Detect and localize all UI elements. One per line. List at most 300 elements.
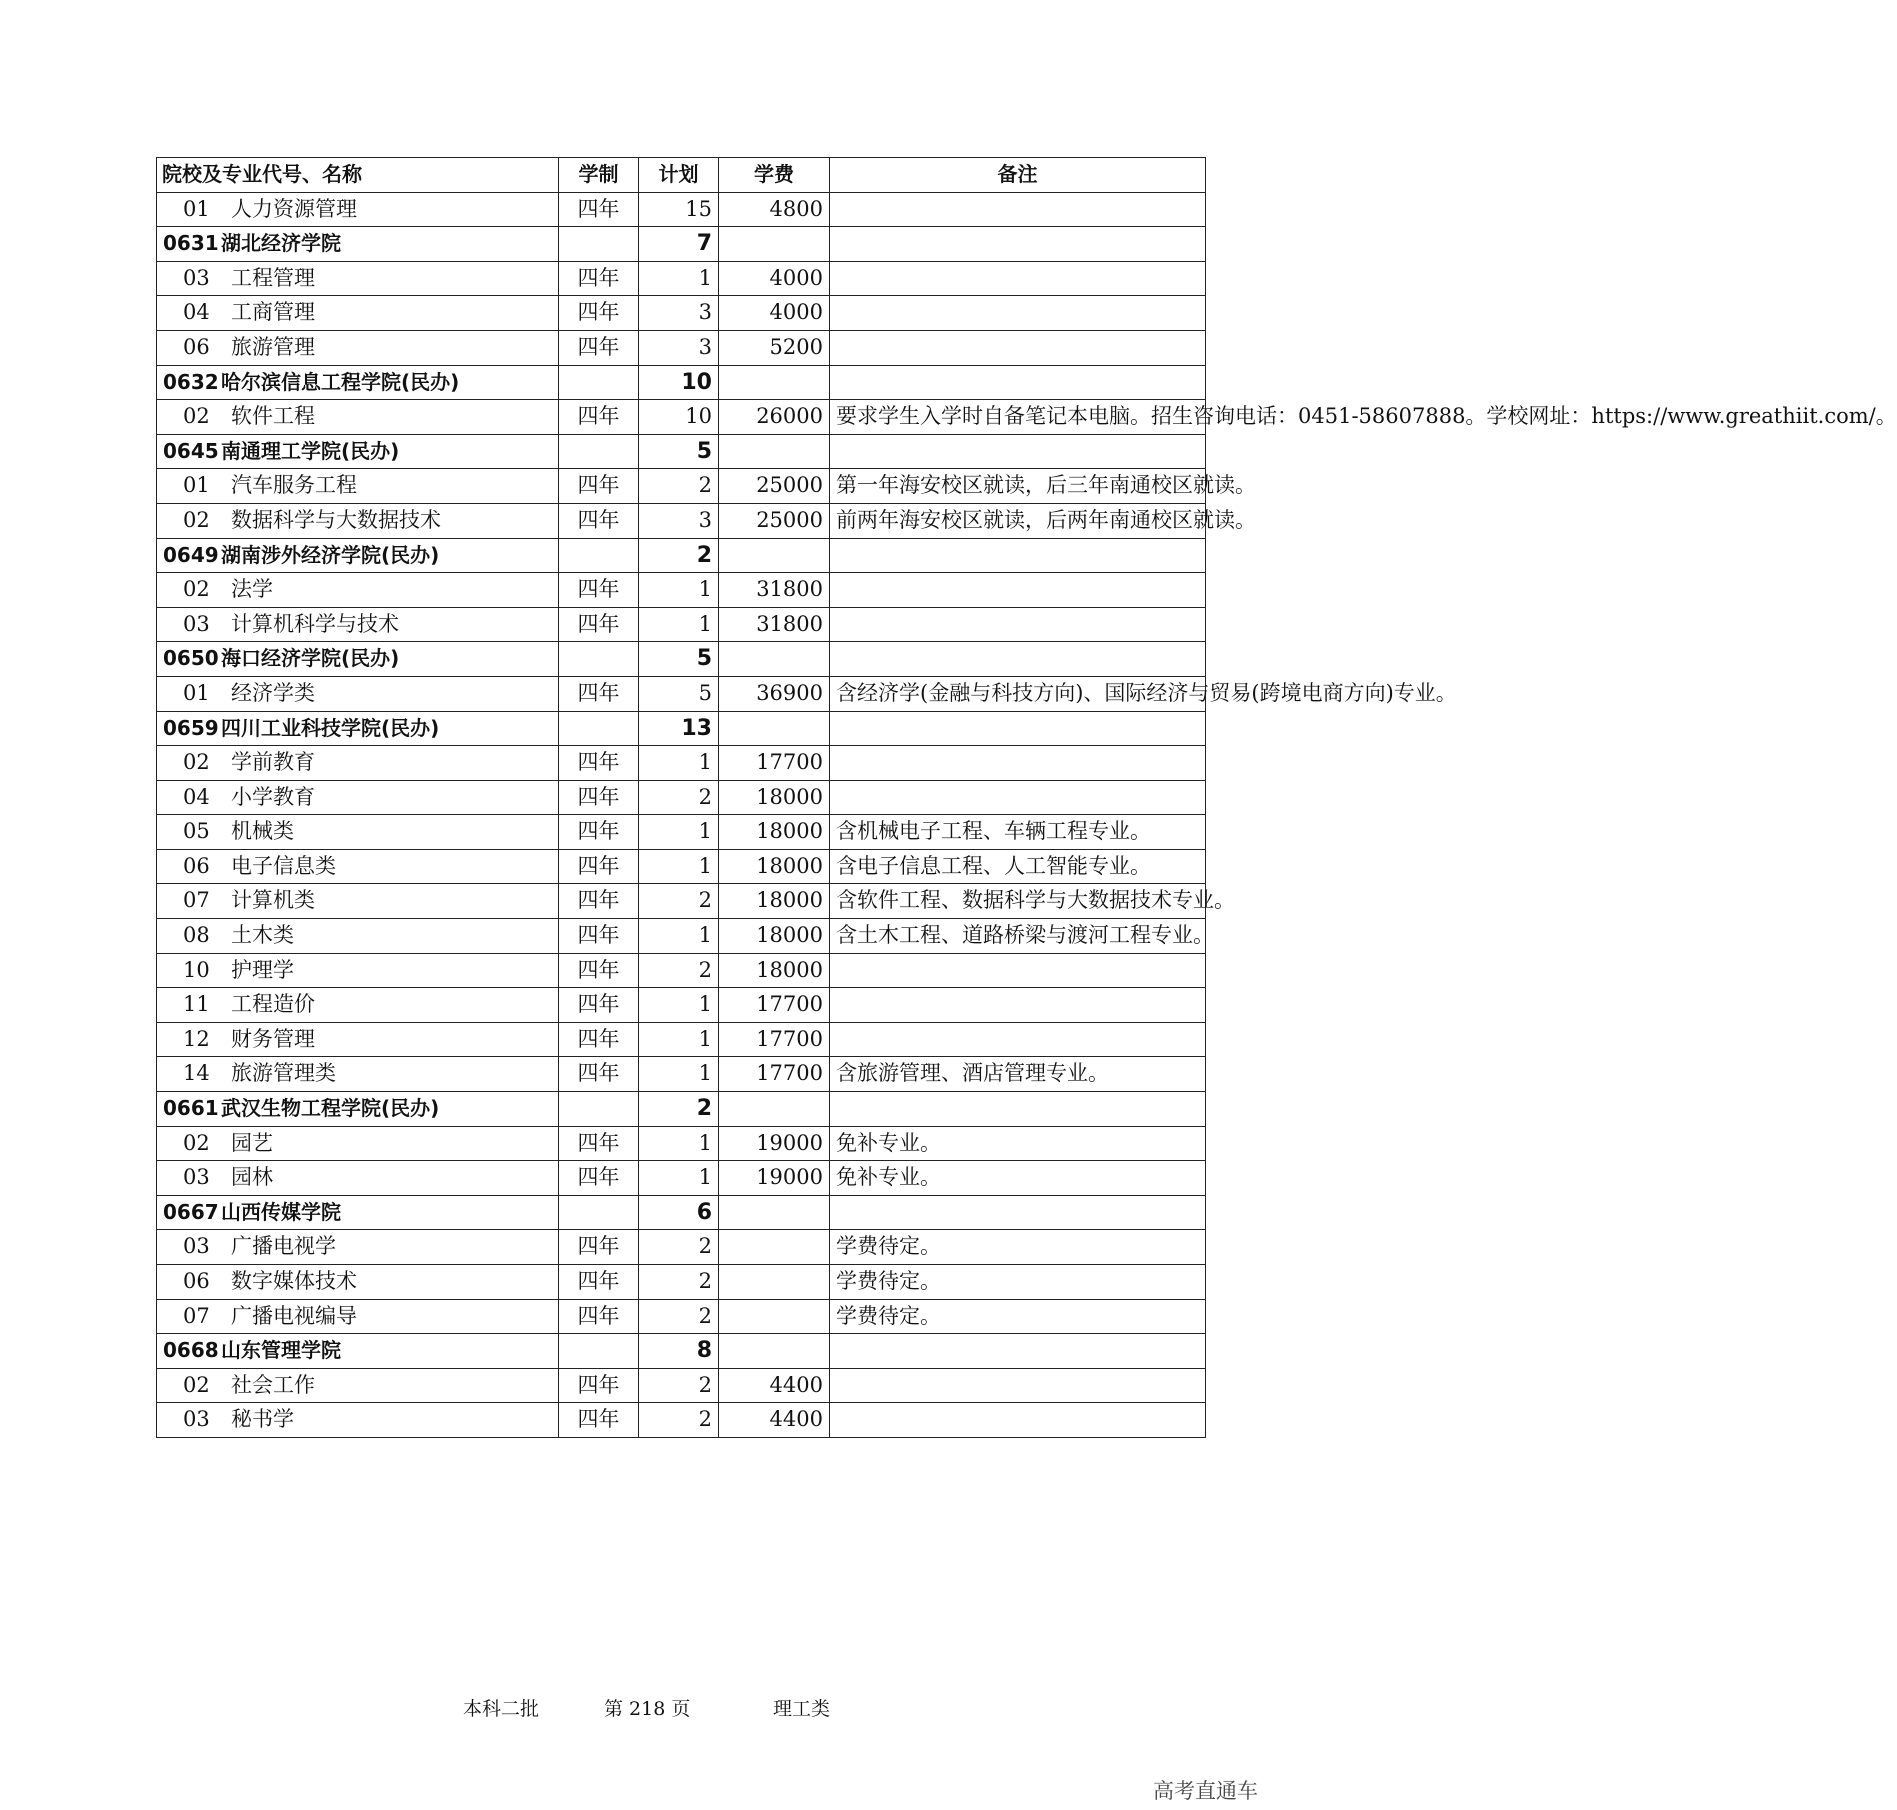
major-code: 06	[183, 1269, 210, 1293]
major-fee: 17700	[719, 988, 830, 1023]
footer-category: 理工类	[773, 1698, 831, 1720]
school-length-cell	[559, 1195, 639, 1230]
major-fee: 17700	[719, 1057, 830, 1092]
major-name: 旅游管理类	[231, 1061, 336, 1086]
major-length: 四年	[559, 1403, 639, 1438]
footer-page-number: 第 218 页	[604, 1698, 691, 1720]
major-code: 04	[183, 300, 210, 325]
major-name-cell	[157, 746, 559, 781]
major-name-cell	[157, 1403, 559, 1438]
major-code: 03	[183, 265, 210, 290]
major-note	[830, 296, 1206, 331]
major-plan: 3	[639, 330, 719, 365]
header-name: 院校及专业代号、名称	[157, 158, 559, 193]
major-name-cell	[157, 1368, 559, 1403]
major-note: 免补专业。	[830, 1161, 1206, 1196]
school-name-cell	[157, 1092, 559, 1127]
major-plan: 1	[639, 815, 719, 850]
major-name-cell	[157, 953, 559, 988]
school-length-cell	[559, 227, 639, 262]
major-name: 学前教育	[231, 750, 315, 775]
school-row	[157, 434, 1206, 469]
major-fee	[719, 1299, 830, 1334]
major-row	[157, 607, 1206, 642]
major-plan: 2	[639, 469, 719, 504]
school-name: 山东管理学院	[221, 1338, 341, 1363]
major-code: 12	[183, 1026, 210, 1051]
major-row	[157, 953, 1206, 988]
school-fee-cell	[719, 711, 830, 746]
major-name-cell	[157, 988, 559, 1023]
major-length: 四年	[559, 1265, 639, 1300]
major-code: 03	[183, 1234, 210, 1259]
major-note	[830, 261, 1206, 296]
major-row	[157, 261, 1206, 296]
watermark: 高考直通车	[1153, 1779, 1258, 1803]
major-length: 四年	[559, 261, 639, 296]
major-row	[157, 1161, 1206, 1196]
school-length-cell	[559, 1334, 639, 1369]
major-name: 数据科学与大数据技术	[231, 507, 441, 532]
school-code: 0667	[163, 1199, 219, 1224]
school-name-cell	[157, 365, 559, 400]
school-length-cell	[559, 538, 639, 573]
major-note	[830, 1022, 1206, 1057]
major-length: 四年	[559, 1299, 639, 1334]
major-length: 四年	[559, 330, 639, 365]
major-name: 计算机科学与技术	[231, 611, 399, 636]
school-row	[157, 365, 1206, 400]
major-name-cell	[157, 780, 559, 815]
major-code: 07	[183, 888, 210, 913]
school-fee-cell	[719, 365, 830, 400]
major-row	[157, 676, 1206, 711]
major-length: 四年	[559, 919, 639, 954]
major-name: 土木类	[231, 923, 294, 948]
major-fee	[719, 1265, 830, 1300]
major-note: 学费待定。	[830, 1265, 1206, 1300]
school-code: 0668	[163, 1338, 219, 1363]
major-name-cell	[157, 1299, 559, 1334]
major-name-cell	[157, 1057, 559, 1092]
major-row	[157, 849, 1206, 884]
major-row	[157, 988, 1206, 1023]
major-name-cell	[157, 676, 559, 711]
major-plan: 1	[639, 607, 719, 642]
major-note: 第一年海安校区就读，后三年南通校区就读。	[830, 469, 1206, 504]
major-length: 四年	[559, 1057, 639, 1092]
major-name: 小学教育	[231, 784, 315, 809]
major-name-cell	[157, 607, 559, 642]
major-row	[157, 503, 1206, 538]
major-code: 06	[183, 853, 210, 878]
major-row	[157, 330, 1206, 365]
major-length: 四年	[559, 1161, 639, 1196]
major-row	[157, 1299, 1206, 1334]
school-name: 湖北经济学院	[221, 231, 341, 256]
school-fee-cell	[719, 642, 830, 677]
school-plan: 8	[639, 1334, 719, 1369]
school-name: 海口经济学院(民办)	[221, 646, 400, 671]
school-code: 0632	[163, 369, 219, 394]
school-plan: 10	[639, 365, 719, 400]
school-name-cell	[157, 434, 559, 469]
major-name: 电子信息类	[231, 853, 336, 878]
major-name-cell	[157, 573, 559, 608]
school-row	[157, 227, 1206, 262]
major-name: 广播电视学	[231, 1234, 336, 1259]
major-plan: 1	[639, 849, 719, 884]
major-row	[157, 400, 1206, 435]
major-fee: 18000	[719, 780, 830, 815]
major-code: 07	[183, 1303, 210, 1328]
school-note-cell	[830, 227, 1206, 262]
major-name: 旅游管理	[231, 334, 315, 359]
major-plan: 2	[639, 953, 719, 988]
major-note: 学费待定。	[830, 1230, 1206, 1265]
major-note: 含旅游管理、酒店管理专业。	[830, 1057, 1206, 1092]
major-code: 06	[183, 334, 210, 359]
major-code: 01	[183, 196, 210, 221]
school-fee-cell	[719, 1092, 830, 1127]
major-plan: 1	[639, 1161, 719, 1196]
major-fee: 18000	[719, 849, 830, 884]
school-length-cell	[559, 1092, 639, 1127]
major-note	[830, 746, 1206, 781]
school-code: 0631	[163, 231, 219, 256]
major-row	[157, 1403, 1206, 1438]
major-plan: 15	[639, 192, 719, 227]
major-length: 四年	[559, 746, 639, 781]
major-code: 08	[183, 923, 210, 948]
major-plan: 10	[639, 400, 719, 435]
school-plan: 13	[639, 711, 719, 746]
major-name: 软件工程	[231, 404, 315, 429]
major-fee: 4400	[719, 1368, 830, 1403]
school-fee-cell	[719, 1334, 830, 1369]
school-fee-cell	[719, 538, 830, 573]
major-row	[157, 1057, 1206, 1092]
major-name-cell	[157, 400, 559, 435]
major-code: 02	[183, 1372, 210, 1397]
major-fee: 26000	[719, 400, 830, 435]
major-length: 四年	[559, 607, 639, 642]
school-note-cell	[830, 711, 1206, 746]
major-note	[830, 1403, 1206, 1438]
footer-batch: 本科二批	[463, 1698, 540, 1720]
school-fee-cell	[719, 1195, 830, 1230]
major-plan: 2	[639, 884, 719, 919]
page-footer	[0, 1694, 1280, 1722]
major-note	[830, 607, 1206, 642]
major-plan: 1	[639, 1022, 719, 1057]
school-length-cell	[559, 642, 639, 677]
major-name-cell	[157, 1161, 559, 1196]
major-note: 含机械电子工程、车辆工程专业。	[830, 815, 1206, 850]
major-code: 02	[183, 577, 210, 602]
school-plan: 2	[639, 538, 719, 573]
school-length-cell	[559, 711, 639, 746]
major-name: 园艺	[231, 1130, 273, 1155]
major-name: 秘书学	[231, 1407, 294, 1432]
school-name: 哈尔滨信息工程学院(民办)	[221, 369, 460, 394]
school-name: 四川工业科技学院(民办)	[221, 715, 440, 740]
school-name: 山西传媒学院	[221, 1199, 341, 1224]
major-name-cell	[157, 296, 559, 331]
school-note-cell	[830, 1092, 1206, 1127]
header-plan: 计划	[639, 158, 719, 193]
major-name-cell	[157, 1126, 559, 1161]
school-length-cell	[559, 434, 639, 469]
school-note-cell	[830, 642, 1206, 677]
major-fee: 4000	[719, 296, 830, 331]
school-row	[157, 1092, 1206, 1127]
major-fee: 18000	[719, 919, 830, 954]
major-note	[830, 953, 1206, 988]
major-fee: 18000	[719, 884, 830, 919]
major-length: 四年	[559, 676, 639, 711]
school-name: 湖南涉外经济学院(民办)	[221, 542, 440, 567]
major-row	[157, 746, 1206, 781]
major-row	[157, 884, 1206, 919]
major-fee: 25000	[719, 469, 830, 504]
header-length: 学制	[559, 158, 639, 193]
major-fee: 19000	[719, 1126, 830, 1161]
school-name-cell	[157, 642, 559, 677]
major-length: 四年	[559, 573, 639, 608]
major-name: 经济学类	[231, 680, 315, 705]
major-length: 四年	[559, 1126, 639, 1161]
major-fee: 4400	[719, 1403, 830, 1438]
major-name: 广播电视编导	[231, 1303, 357, 1328]
major-plan: 3	[639, 296, 719, 331]
major-code: 03	[183, 1165, 210, 1190]
admission-plan-table	[156, 157, 1897, 1438]
major-name-cell	[157, 815, 559, 850]
school-plan: 7	[639, 227, 719, 262]
major-fee: 19000	[719, 1161, 830, 1196]
school-name-cell	[157, 1195, 559, 1230]
major-code: 10	[183, 957, 210, 982]
major-name: 工程造价	[231, 992, 315, 1017]
school-note-cell	[830, 1334, 1206, 1369]
major-code: 02	[183, 404, 210, 429]
major-code: 05	[183, 819, 210, 844]
school-name: 武汉生物工程学院(民办)	[221, 1096, 440, 1121]
major-note	[830, 330, 1206, 365]
major-plan: 2	[639, 780, 719, 815]
major-length: 四年	[559, 469, 639, 504]
major-row	[157, 192, 1206, 227]
major-note: 免补专业。	[830, 1126, 1206, 1161]
major-name-cell	[157, 1265, 559, 1300]
major-fee	[719, 1230, 830, 1265]
major-row	[157, 1265, 1206, 1300]
major-row	[157, 469, 1206, 504]
major-code: 02	[183, 507, 210, 532]
school-code: 0649	[163, 542, 219, 567]
major-row	[157, 1126, 1206, 1161]
major-code: 14	[183, 1061, 210, 1086]
major-plan: 2	[639, 1230, 719, 1265]
major-fee: 18000	[719, 815, 830, 850]
major-code: 01	[183, 473, 210, 498]
major-fee: 18000	[719, 953, 830, 988]
major-name-cell	[157, 849, 559, 884]
school-note-cell	[830, 365, 1206, 400]
major-plan: 1	[639, 261, 719, 296]
major-row	[157, 296, 1206, 331]
major-code: 04	[183, 784, 210, 809]
major-length: 四年	[559, 780, 639, 815]
major-plan: 1	[639, 1057, 719, 1092]
major-name-cell	[157, 503, 559, 538]
school-row	[157, 1195, 1206, 1230]
major-fee: 4000	[719, 261, 830, 296]
major-length: 四年	[559, 400, 639, 435]
major-plan: 2	[639, 1368, 719, 1403]
school-fee-cell	[719, 434, 830, 469]
school-row	[157, 642, 1206, 677]
major-note: 含经济学(金融与科技方向)、国际经济与贸易(跨境电商方向)专业。	[830, 676, 1206, 711]
major-code: 02	[183, 750, 210, 775]
major-code: 01	[183, 680, 210, 705]
major-name: 计算机类	[231, 888, 315, 913]
major-length: 四年	[559, 953, 639, 988]
school-note-cell	[830, 538, 1206, 573]
school-name-cell	[157, 711, 559, 746]
major-note: 前两年海安校区就读，后两年南通校区就读。	[830, 503, 1206, 538]
school-name: 南通理工学院(民办)	[221, 438, 400, 463]
major-note: 要求学生入学时自备笔记本电脑。招生咨询电话：0451-58607888。学校网址：https://www.greathiit.com/。	[830, 400, 1206, 435]
major-fee: 31800	[719, 607, 830, 642]
major-plan: 3	[639, 503, 719, 538]
major-plan: 2	[639, 1403, 719, 1438]
school-plan: 2	[639, 1092, 719, 1127]
school-length-cell	[559, 365, 639, 400]
major-row	[157, 1230, 1206, 1265]
school-code: 0659	[163, 715, 219, 740]
major-name: 工商管理	[231, 300, 315, 325]
school-name-cell	[157, 227, 559, 262]
major-name: 机械类	[231, 819, 294, 844]
major-name: 法学	[231, 577, 273, 602]
major-name-cell	[157, 192, 559, 227]
major-fee: 4800	[719, 192, 830, 227]
major-note: 含土木工程、道路桥梁与渡河工程专业。	[830, 919, 1206, 954]
major-fee: 25000	[719, 503, 830, 538]
header-fee: 学费	[719, 158, 830, 193]
major-plan: 1	[639, 988, 719, 1023]
major-plan: 1	[639, 573, 719, 608]
major-row	[157, 1368, 1206, 1403]
major-plan: 2	[639, 1265, 719, 1300]
major-length: 四年	[559, 849, 639, 884]
school-plan: 5	[639, 434, 719, 469]
major-name: 工程管理	[231, 265, 315, 290]
school-plan: 6	[639, 1195, 719, 1230]
school-name-cell	[157, 1334, 559, 1369]
major-length: 四年	[559, 988, 639, 1023]
major-plan: 1	[639, 919, 719, 954]
major-name-cell	[157, 261, 559, 296]
major-fee: 36900	[719, 676, 830, 711]
table-header-row	[157, 158, 1206, 193]
major-plan: 2	[639, 1299, 719, 1334]
school-code: 0661	[163, 1096, 219, 1121]
school-row	[157, 1334, 1206, 1369]
major-code: 11	[183, 992, 210, 1017]
major-name: 汽车服务工程	[231, 473, 357, 498]
major-row	[157, 815, 1206, 850]
major-name-cell	[157, 919, 559, 954]
major-name-cell	[157, 884, 559, 919]
major-plan: 1	[639, 1126, 719, 1161]
school-code: 0645	[163, 438, 219, 463]
major-note: 含电子信息工程、人工智能专业。	[830, 849, 1206, 884]
major-plan: 1	[639, 746, 719, 781]
major-name: 社会工作	[231, 1372, 315, 1397]
major-name: 数字媒体技术	[231, 1269, 357, 1293]
major-row	[157, 919, 1206, 954]
major-name: 人力资源管理	[231, 196, 357, 221]
major-name: 护理学	[231, 957, 294, 982]
major-plan: 5	[639, 676, 719, 711]
major-length: 四年	[559, 296, 639, 331]
major-code: 03	[183, 1407, 210, 1432]
major-length: 四年	[559, 1022, 639, 1057]
major-note: 学费待定。	[830, 1299, 1206, 1334]
table-body	[157, 192, 1897, 1437]
major-length: 四年	[559, 503, 639, 538]
major-length: 四年	[559, 884, 639, 919]
major-code: 02	[183, 1130, 210, 1155]
school-plan: 5	[639, 642, 719, 677]
header-note: 备注	[830, 158, 1206, 193]
major-name-cell	[157, 469, 559, 504]
major-length: 四年	[559, 192, 639, 227]
major-name-cell	[157, 330, 559, 365]
major-length: 四年	[559, 815, 639, 850]
major-name: 财务管理	[231, 1026, 315, 1051]
major-note: 含软件工程、数据科学与大数据技术专业。	[830, 884, 1206, 919]
major-note	[830, 573, 1206, 608]
school-name-cell	[157, 538, 559, 573]
major-fee: 17700	[719, 1022, 830, 1057]
school-code: 0650	[163, 646, 219, 671]
major-note	[830, 1368, 1206, 1403]
major-name-cell	[157, 1230, 559, 1265]
major-name: 园林	[231, 1165, 273, 1190]
major-length: 四年	[559, 1230, 639, 1265]
major-note	[830, 192, 1206, 227]
major-note	[830, 780, 1206, 815]
major-fee: 17700	[719, 746, 830, 781]
major-name-cell	[157, 1022, 559, 1057]
major-length: 四年	[559, 1368, 639, 1403]
major-row	[157, 573, 1206, 608]
school-row	[157, 711, 1206, 746]
major-code: 03	[183, 611, 210, 636]
major-fee: 5200	[719, 330, 830, 365]
major-note	[830, 988, 1206, 1023]
major-row	[157, 780, 1206, 815]
major-row	[157, 1022, 1206, 1057]
school-row	[157, 538, 1206, 573]
major-fee: 31800	[719, 573, 830, 608]
school-fee-cell	[719, 227, 830, 262]
school-note-cell	[830, 434, 1206, 469]
